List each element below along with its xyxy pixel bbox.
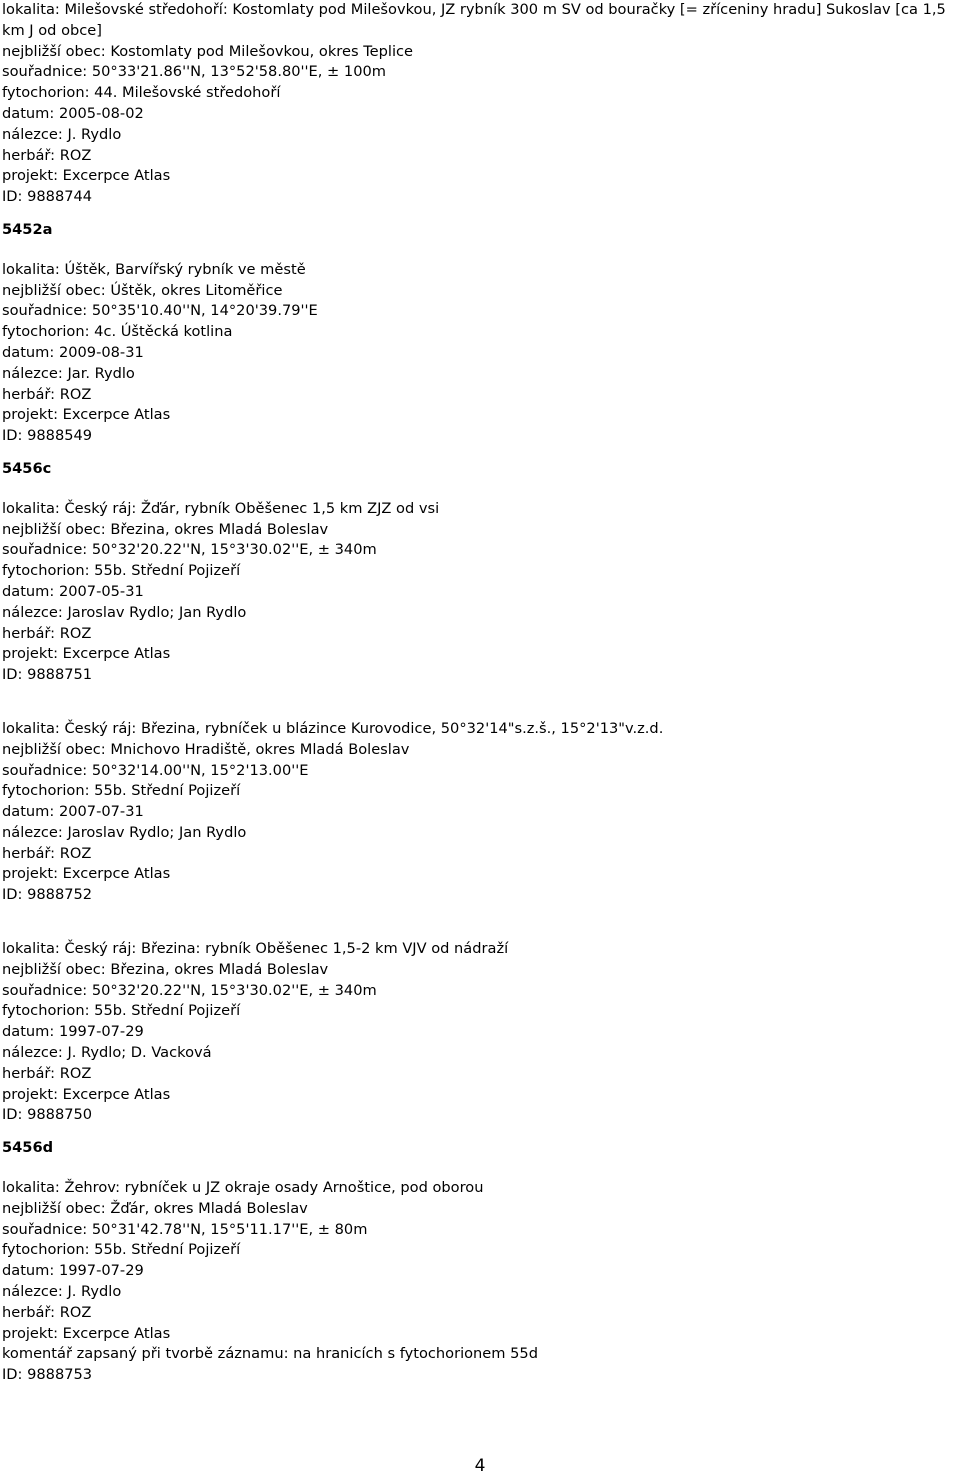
record-projekt: projekt: Excerpce Atlas — [2, 645, 171, 663]
section-heading: 5456c — [2, 459, 52, 477]
record-0 — [2, 0, 956, 208]
record-souradnice: souřadnice: 50°33'21.86''N, 13°52'58.80''E, ± 100m — [2, 63, 386, 81]
record-4 — [2, 939, 956, 1126]
record-spacer — [2, 686, 956, 719]
record-lokalita: lokalita: Úštěk, Barvířský rybník ve městě — [2, 260, 306, 278]
record-komentar: komentář zapsaný při tvorbě záznamu: na hranicích s fytochorionem 55d — [2, 1345, 538, 1363]
record-fytochorion: fytochorion: 4c. Úštěcká kotlina — [2, 323, 233, 341]
record-datum: datum: 2007-05-31 — [2, 582, 144, 600]
record-datum: datum: 1997-07-29 — [2, 1262, 144, 1280]
record-lokalita: lokalita: Milešovské středohoří: Kostomlaty pod Milešovkou, JZ rybník 300 m SV od bouračky [= zříceniny hradu] Sukoslav [ca 1,5 km J od obce] — [2, 1, 946, 39]
record-obec: nejbližší obec: Kostomlaty pod Milešovkou, okres Teplice — [2, 42, 413, 60]
record-souradnice: souřadnice: 50°31'42.78''N, 15°5'11.17''E, ± 80m — [2, 1220, 368, 1238]
record-projekt: projekt: Excerpce Atlas — [2, 406, 171, 424]
record-id: ID: 9888753 — [2, 1366, 93, 1384]
record-1 — [2, 260, 956, 447]
record-lokalita: lokalita: Český ráj: Březina, rybníček u blázince Kurovodice, 50°32'14"s.z.š., 15°2'13"v.z.d. — [2, 719, 664, 737]
record-2 — [2, 499, 956, 686]
record-lokalita: lokalita: Český ráj: Březina: rybník Oběšenec 1,5-2 km VJV od nádraží — [2, 940, 509, 958]
record-lokalita: lokalita: Český ráj: Žďár, rybník Oběšenec 1,5 km ZJZ od vsi — [2, 499, 440, 517]
record-obec: nejbližší obec: Březina, okres Mladá Boleslav — [2, 960, 329, 978]
record-herbar: herbář: ROZ — [2, 624, 92, 642]
record-herbar: herbář: ROZ — [2, 385, 92, 403]
record-nalezce: nálezce: J. Rydlo — [2, 1283, 122, 1301]
record-projekt: projekt: Excerpce Atlas — [2, 167, 171, 185]
record-projekt: projekt: Excerpce Atlas — [2, 1085, 171, 1103]
record-fytochorion: fytochorion: 44. Milešovské středohoří — [2, 84, 281, 102]
record-herbar: herbář: ROZ — [2, 146, 92, 164]
record-id: ID: 9888752 — [2, 886, 93, 904]
record-herbar: herbář: ROZ — [2, 844, 92, 862]
record-obec: nejbližší obec: Březina, okres Mladá Boleslav — [2, 520, 329, 538]
record-fytochorion: fytochorion: 55b. Střední Pojizeří — [2, 562, 241, 580]
record-nalezce: nálezce: J. Rydlo; D. Vacková — [2, 1044, 212, 1062]
record-datum: datum: 2009-08-31 — [2, 343, 144, 361]
record-obec: nejbližší obec: Žďár, okres Mladá Boleslav — [2, 1199, 308, 1217]
record-souradnice: souřadnice: 50°32'20.22''N, 15°3'30.02''E, ± 340m — [2, 541, 377, 559]
record-souradnice: souřadnice: 50°32'20.22''N, 15°3'30.02''E, ± 340m — [2, 981, 377, 999]
record-obec: nejbližší obec: Mnichovo Hradiště, okres Mladá Boleslav — [2, 740, 410, 758]
record-nalezce: nálezce: Jar. Rydlo — [2, 364, 135, 382]
record-projekt: projekt: Excerpce Atlas — [2, 865, 171, 883]
record-nalezce: nálezce: Jaroslav Rydlo; Jan Rydlo — [2, 603, 247, 621]
record-lokalita: lokalita: Žehrov: rybníček u JZ okraje osady Arnoštice, pod oborou — [2, 1179, 484, 1197]
record-herbar: herbář: ROZ — [2, 1303, 92, 1321]
record-souradnice: souřadnice: 50°35'10.40''N, 14°20'39.79''E — [2, 302, 318, 320]
record-3 — [2, 719, 956, 906]
record-datum: datum: 2005-08-02 — [2, 104, 144, 122]
record-spacer — [2, 906, 956, 939]
record-nalezce: nálezce: J. Rydlo — [2, 125, 122, 143]
record-obec: nejbližší obec: Úštěk, okres Litoměřice — [2, 281, 283, 299]
record-5 — [2, 1178, 956, 1386]
record-fytochorion: fytochorion: 55b. Střední Pojizeří — [2, 1002, 241, 1020]
record-datum: datum: 1997-07-29 — [2, 1023, 144, 1041]
section-heading: 5456d — [2, 1139, 54, 1157]
record-id: ID: 9888750 — [2, 1106, 93, 1124]
record-datum: datum: 2007-07-31 — [2, 803, 144, 821]
record-id: ID: 9888751 — [2, 666, 93, 684]
record-nalezce: nálezce: Jaroslav Rydlo; Jan Rydlo — [2, 823, 247, 841]
record-projekt: projekt: Excerpce Atlas — [2, 1324, 171, 1342]
record-id: ID: 9888549 — [2, 427, 93, 445]
record-id: ID: 9888744 — [2, 188, 93, 206]
record-fytochorion: fytochorion: 55b. Střední Pojizeří — [2, 1241, 241, 1259]
record-souradnice: souřadnice: 50°32'14.00''N, 15°2'13.00''E — [2, 761, 309, 779]
section-heading: 5452a — [2, 220, 53, 238]
page-number: 4 — [474, 1456, 486, 1476]
record-herbar: herbář: ROZ — [2, 1064, 92, 1082]
record-fytochorion: fytochorion: 55b. Střední Pojizeří — [2, 782, 241, 800]
document-body — [2, 0, 956, 1386]
